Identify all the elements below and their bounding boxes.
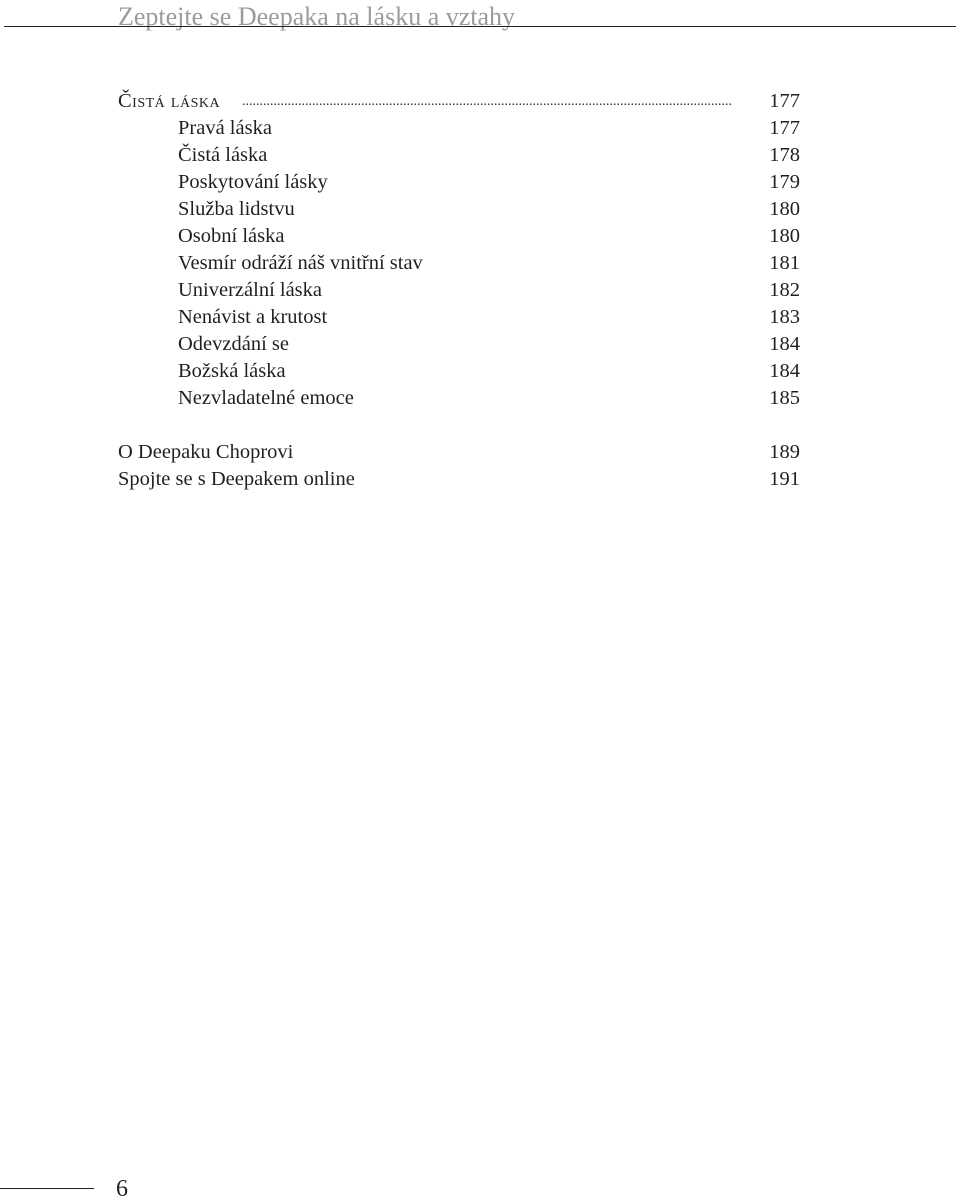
toc-back-matter-entry[interactable]	[118, 439, 800, 466]
toc-section-title: Odevzdání se	[178, 331, 291, 358]
toc-section-title: Božská láska	[178, 358, 288, 385]
toc-page-number: 191	[767, 466, 800, 493]
toc-section-title: Poskytování lásky	[178, 169, 330, 196]
toc-section-entry[interactable]	[118, 385, 800, 412]
toc-section-title: Univerzální láska	[178, 277, 324, 304]
toc-back-matter-entry[interactable]	[118, 466, 800, 493]
toc-section-entry[interactable]	[118, 358, 800, 385]
toc-page-number: 180	[767, 223, 800, 250]
toc-section-title: Vesmír odráží náš vnitřní stav	[178, 250, 425, 277]
toc-page-number: 184	[767, 331, 800, 358]
toc-page-number: 189	[767, 439, 800, 466]
toc-section-title: Osobní láska	[178, 223, 286, 250]
toc-chapter-entry[interactable]	[118, 88, 800, 115]
toc-page-number: 184	[767, 358, 800, 385]
toc-page-number: 185	[767, 385, 800, 412]
toc-section-entry[interactable]	[118, 277, 800, 304]
toc-chapter-title: Čistá láska	[118, 88, 222, 115]
toc-section-entry[interactable]	[118, 250, 800, 277]
toc-page-number: 182	[767, 277, 800, 304]
toc-section-title: Nezvladatelné emoce	[178, 385, 356, 412]
toc-section-entry[interactable]	[118, 142, 800, 169]
toc-page-number: 177	[767, 115, 800, 142]
toc-section-entry[interactable]	[118, 115, 800, 142]
toc-back-matter-title: Spojte se s Deepakem online	[118, 466, 357, 493]
toc-section-entry[interactable]	[118, 223, 800, 250]
page-number: 6	[116, 1176, 128, 1202]
toc-back-matter-title: O Deepaku Choprovi	[118, 439, 295, 466]
toc-page-number: 183	[767, 304, 800, 331]
toc-section-title: Nenávist a krutost	[178, 304, 329, 331]
header-rule	[4, 26, 956, 27]
toc-spacer	[118, 412, 800, 439]
toc-page-number: 181	[767, 250, 800, 277]
toc-section-entry[interactable]	[118, 304, 800, 331]
table-of-contents	[118, 88, 800, 493]
toc-section-title: Čistá láska	[178, 142, 269, 169]
toc-section-entry[interactable]	[118, 196, 800, 223]
toc-section-title: Pravá láska	[178, 115, 274, 142]
toc-page-number: 180	[767, 196, 800, 223]
toc-section-title: Služba lidstvu	[178, 196, 297, 223]
toc-leader-dots: ............................................................................................................................................	[242, 94, 732, 109]
toc-page-number: 177	[767, 88, 800, 115]
footer-rule	[0, 1188, 94, 1189]
toc-page-number: 179	[767, 169, 800, 196]
toc-section-entry[interactable]	[118, 169, 800, 196]
running-header: Zeptejte se Deepaka na lásku a vztahy	[118, 2, 516, 31]
toc-page-number: 178	[767, 142, 800, 169]
toc-section-entry[interactable]	[118, 331, 800, 358]
